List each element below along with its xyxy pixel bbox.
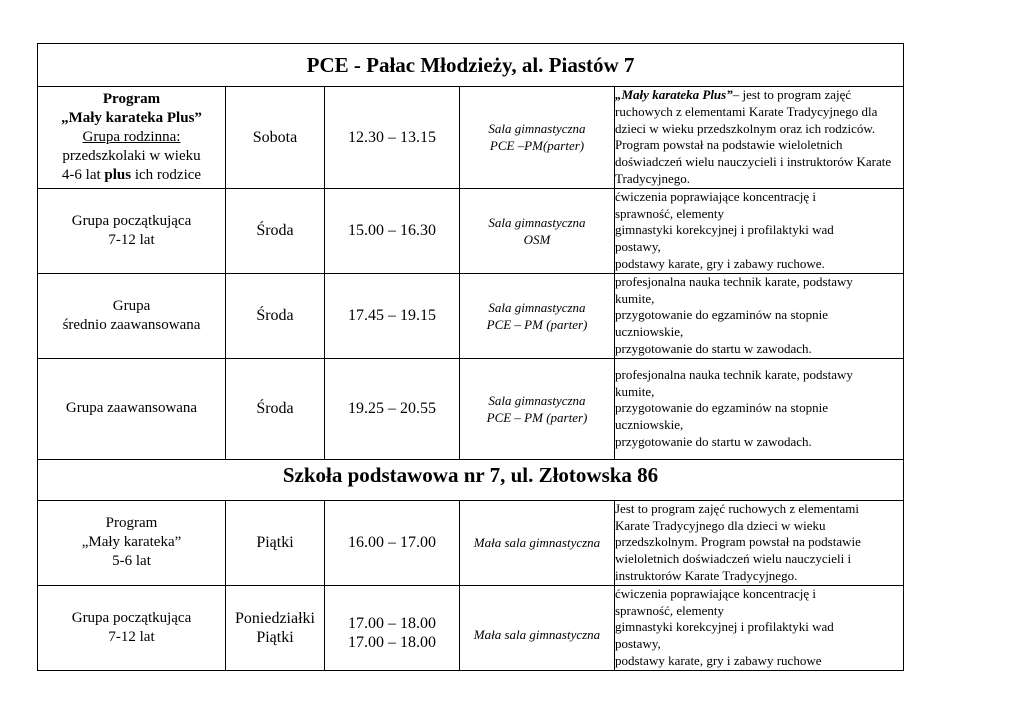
room-cell — [460, 87, 615, 189]
time-cell: 19.25 – 20.55 — [325, 358, 460, 459]
description-line: instruktorów Karate Tradycyjnego. — [615, 567, 798, 583]
description-line: przedszkolnym. Program powstał na podstawie — [615, 534, 861, 550]
description-line: przygotowanie do startu w zawodach. — [615, 433, 812, 449]
section-title: PCE - Pałac Młodzieży, al. Piastów 7 — [38, 44, 904, 87]
group-name: „Mały karateka Plus” — [61, 109, 202, 126]
room-line: PCE – PM (parter) — [486, 316, 588, 332]
group-age: 7-12 lat — [108, 231, 155, 248]
section-header-row — [38, 44, 904, 87]
description-line: ćwiczenia poprawiające koncentrację i — [615, 585, 817, 601]
description-line: Karate Tradycyjnego dla dzieci w wieku — [615, 517, 826, 533]
description-line: sprawność, elementy — [615, 205, 725, 221]
description-line: kumite, — [615, 383, 655, 399]
group-age-pre: 4-6 lat — [61, 166, 105, 183]
day-cell — [226, 585, 325, 670]
description-line: postawy, — [615, 239, 661, 255]
table-row — [38, 585, 904, 670]
room-line: Sala gimnastyczna — [488, 299, 586, 315]
day-cell: Środa — [226, 188, 325, 273]
description-line: Jest to program zajęć ruchowych z elementami — [615, 500, 860, 516]
description-line: uczniowskie, — [615, 417, 684, 433]
room-cell — [460, 358, 615, 459]
description-line: kumite, — [615, 290, 655, 306]
description-line: przygotowanie do egzaminów na stopnie — [615, 307, 828, 323]
group-name: Grupa — [112, 297, 151, 314]
description-cell — [615, 188, 904, 273]
description-cell — [615, 585, 904, 670]
group-name: Grupa początkująca — [71, 212, 192, 229]
group-name: Grupa zaawansowana — [65, 400, 198, 417]
time-cell: 16.00 – 17.00 — [325, 500, 460, 585]
table-row — [38, 188, 904, 273]
table-row — [38, 87, 904, 189]
day-cell: Środa — [226, 358, 325, 459]
room-line: PCE –PM(parter) — [489, 138, 585, 154]
group-age-bold: plus — [104, 166, 132, 183]
room-cell — [460, 585, 615, 670]
description-cell — [615, 358, 904, 459]
description-line: przygotowanie do egzaminów na stopnie — [615, 400, 828, 416]
description-cell — [615, 500, 904, 585]
group-cell — [38, 358, 226, 459]
time-line: 17.00 – 18.00 — [348, 633, 436, 651]
group-program: Program — [105, 515, 158, 532]
group-age: 7-12 lat — [108, 628, 155, 645]
description-intro: „Mały karateka Plus” — [615, 87, 733, 102]
schedule-table — [37, 43, 904, 671]
time-cell: 12.30 – 13.15 — [325, 87, 460, 189]
day-cell: Sobota — [226, 87, 325, 189]
group-cell — [38, 500, 226, 585]
description-line: wieloletnich doświadczeń wielu nauczycieli i — [615, 551, 852, 567]
table-row — [38, 358, 904, 459]
room-line: PCE – PM (parter) — [486, 409, 588, 425]
description-line: podstawy karate, gry i zabawy ruchowe. — [615, 255, 825, 271]
time-cell — [325, 585, 460, 670]
day-cell: Piątki — [226, 500, 325, 585]
group-cell — [38, 585, 226, 670]
description-text: – jest to program zajęć ruchowych z elementami Karate Tradycyjnego dla dzieci w wieku przedszkolnym oraz ich rodziców. Program powstał na podstawie wieloletnich doświadczeń wielu nauczycieli i instruktorów Karate Tradycyjnego. — [615, 87, 892, 186]
description-cell — [615, 87, 904, 189]
description-cell — [615, 273, 904, 358]
room-line: OSM — [523, 231, 551, 247]
description-line: sprawność, elementy — [615, 602, 725, 618]
time-cell: 15.00 – 16.30 — [325, 188, 460, 273]
description-line: postawy, — [615, 636, 661, 652]
group-age-post: ich rodzice — [131, 166, 202, 183]
room-cell — [460, 188, 615, 273]
time-cell: 17.45 – 19.15 — [325, 273, 460, 358]
room-line: Sala gimnastyczna — [488, 392, 586, 408]
day-cell: Środa — [226, 273, 325, 358]
group-level: średnio zaawansowana — [62, 316, 201, 333]
section-header-row — [38, 459, 904, 500]
group-name: „Mały karateka” — [81, 534, 182, 551]
group-age: 5-6 lat — [112, 553, 151, 570]
table-row — [38, 273, 904, 358]
room-line: Mała sala gimnastyczna — [473, 627, 601, 643]
room-cell — [460, 273, 615, 358]
description-line: profesjonalna nauka technik karate, podstawy — [615, 366, 853, 382]
group-age-line — [38, 166, 225, 185]
room-cell — [460, 500, 615, 585]
group-family-label: Grupa rodzinna: — [82, 128, 181, 145]
description-line: uczniowskie, — [615, 324, 684, 340]
table-row — [38, 500, 904, 585]
day-line: Poniedziałki — [235, 609, 315, 627]
section-title: Szkoła podstawowa nr 7, ul. Złotowska 86 — [38, 459, 904, 500]
description-line: podstawy karate, gry i zabawy ruchowe — [615, 652, 822, 668]
group-cell — [38, 87, 226, 189]
description-line: gimnastyki korekcyjnej i profilaktyki wad — [615, 222, 834, 238]
group-age-line: przedszkolaki w wieku — [62, 147, 201, 164]
day-line: Piątki — [256, 628, 294, 646]
description-line: profesjonalna nauka technik karate, podstawy — [615, 273, 853, 289]
group-program: Program — [102, 90, 161, 107]
description-line: ćwiczenia poprawiające koncentrację i — [615, 188, 817, 204]
room-line: Mała sala gimnastyczna — [473, 535, 601, 551]
room-line: Sala gimnastyczna — [488, 214, 586, 230]
group-cell — [38, 273, 226, 358]
group-cell — [38, 188, 226, 273]
group-name: Grupa początkująca — [71, 609, 192, 626]
description-line: gimnastyki korekcyjnej i profilaktyki wad — [615, 619, 834, 635]
room-line: Sala gimnastyczna — [488, 121, 586, 137]
description-line: przygotowanie do startu w zawodach. — [615, 340, 812, 356]
time-line: 17.00 – 18.00 — [348, 614, 436, 632]
